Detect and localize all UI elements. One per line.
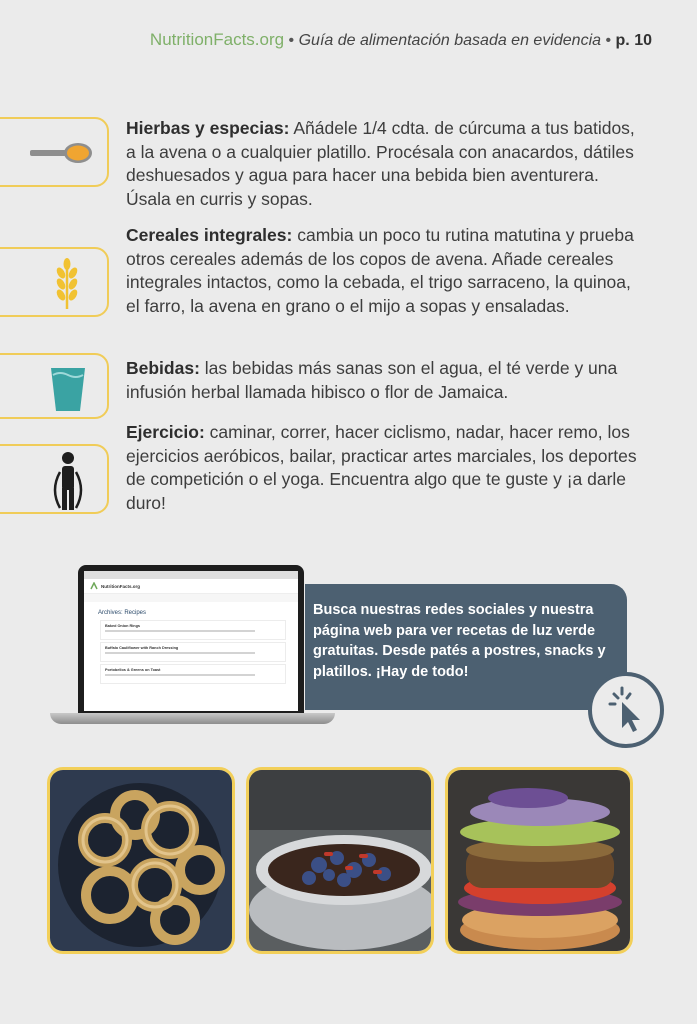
exercise-tab: [0, 444, 109, 514]
laptop-base: [50, 713, 335, 724]
site-header: [84, 579, 298, 594]
recipe-card: [100, 620, 286, 640]
item-text: caminar, correr, hacer ciclismo, nadar, hacer remo, los ejercicios aeróbicos, bailar, practicar artes marciales, los deportes de competición o el yoga. Encuentra algo que te guste y ¡a darle duro!: [126, 422, 637, 513]
drinks-item: [126, 357, 646, 404]
item-text: cambia un poco tu rutina matutina y prueba otros cereales además de los copos de avena. Añade cereales integrales intactos, como la cebada, el trigo sarraceno, la quinoa, el farro, la avena en grano o el mijo a sopas y ensaladas.: [126, 225, 634, 316]
item-title: Ejercicio:: [126, 422, 205, 442]
header-separator: •: [601, 32, 616, 49]
laptop-image: [50, 565, 335, 725]
veggie-burger-photo: [445, 767, 633, 954]
social-callout: [305, 584, 627, 710]
onion-rings-photo: [47, 767, 235, 954]
herbs-spices-item: [126, 117, 646, 211]
recipe-title: Portobellos & Greens on Toast: [105, 668, 161, 672]
recipe-card: [100, 642, 286, 662]
cup-tab: [0, 353, 109, 419]
wheat-icon: [50, 257, 84, 311]
item-title: Hierbas y especias:: [126, 118, 290, 138]
laptop-screen: [84, 571, 298, 711]
callout-text: Busca nuestras redes sociales y nuestra página web para ver recetas de luz verde gratuitas. Desde patés a postres, snacks y platillos. ¡Hay de todo!: [313, 602, 606, 680]
guide-title: Guía de alimentación basada en evidencia: [298, 32, 602, 49]
recipe-title: Buffalo Cauliflower with Ranch Dressing: [105, 646, 179, 650]
jump-rope-icon: [48, 450, 88, 512]
recipe-text-line: [105, 630, 255, 632]
spoon-icon: [30, 139, 98, 167]
exercise-item: [126, 421, 646, 515]
item-text: las bebidas más sanas son el agua, el té verde y una infusión herbal llamada hibisco o flor de Jamaica.: [126, 358, 618, 402]
page-header: [0, 30, 652, 51]
cup-icon: [48, 365, 88, 413]
whole-grains-item: [126, 224, 646, 318]
brand-name: NutritionFacts.org: [149, 30, 285, 49]
spoon-tab: [0, 117, 109, 187]
item-text: Añádele 1/4 cdta. de cúrcuma a tus batidos, a la avena o a cualquier platillo. Procésala con anacardos, dátiles deshuesados y agua para hacer una bebida bien aventurera. Úsala en curris y sopas.: [126, 118, 635, 209]
archive-title: Archives: Recipes: [98, 610, 147, 616]
recipe-text-line: [105, 674, 255, 676]
site-nav: [84, 594, 298, 602]
header-separator: •: [284, 32, 299, 49]
item-title: Bebidas:: [126, 358, 200, 378]
browser-toolbar: [84, 571, 298, 579]
recipe-card: [100, 664, 286, 684]
laptop-screen-frame: [78, 565, 304, 713]
recipe-title: Baked Onion Rings: [105, 624, 141, 628]
site-logo-text: NutritionFacts.org: [101, 583, 140, 589]
berry-bowl-photo: [246, 767, 434, 954]
item-title: Cereales integrales:: [126, 225, 293, 245]
wheat-tab: [0, 247, 109, 317]
site-logo-icon: [90, 582, 98, 590]
recipe-text-line: [105, 652, 255, 654]
cursor-click-icon: [588, 672, 664, 748]
page-number: p. 10: [615, 32, 652, 49]
